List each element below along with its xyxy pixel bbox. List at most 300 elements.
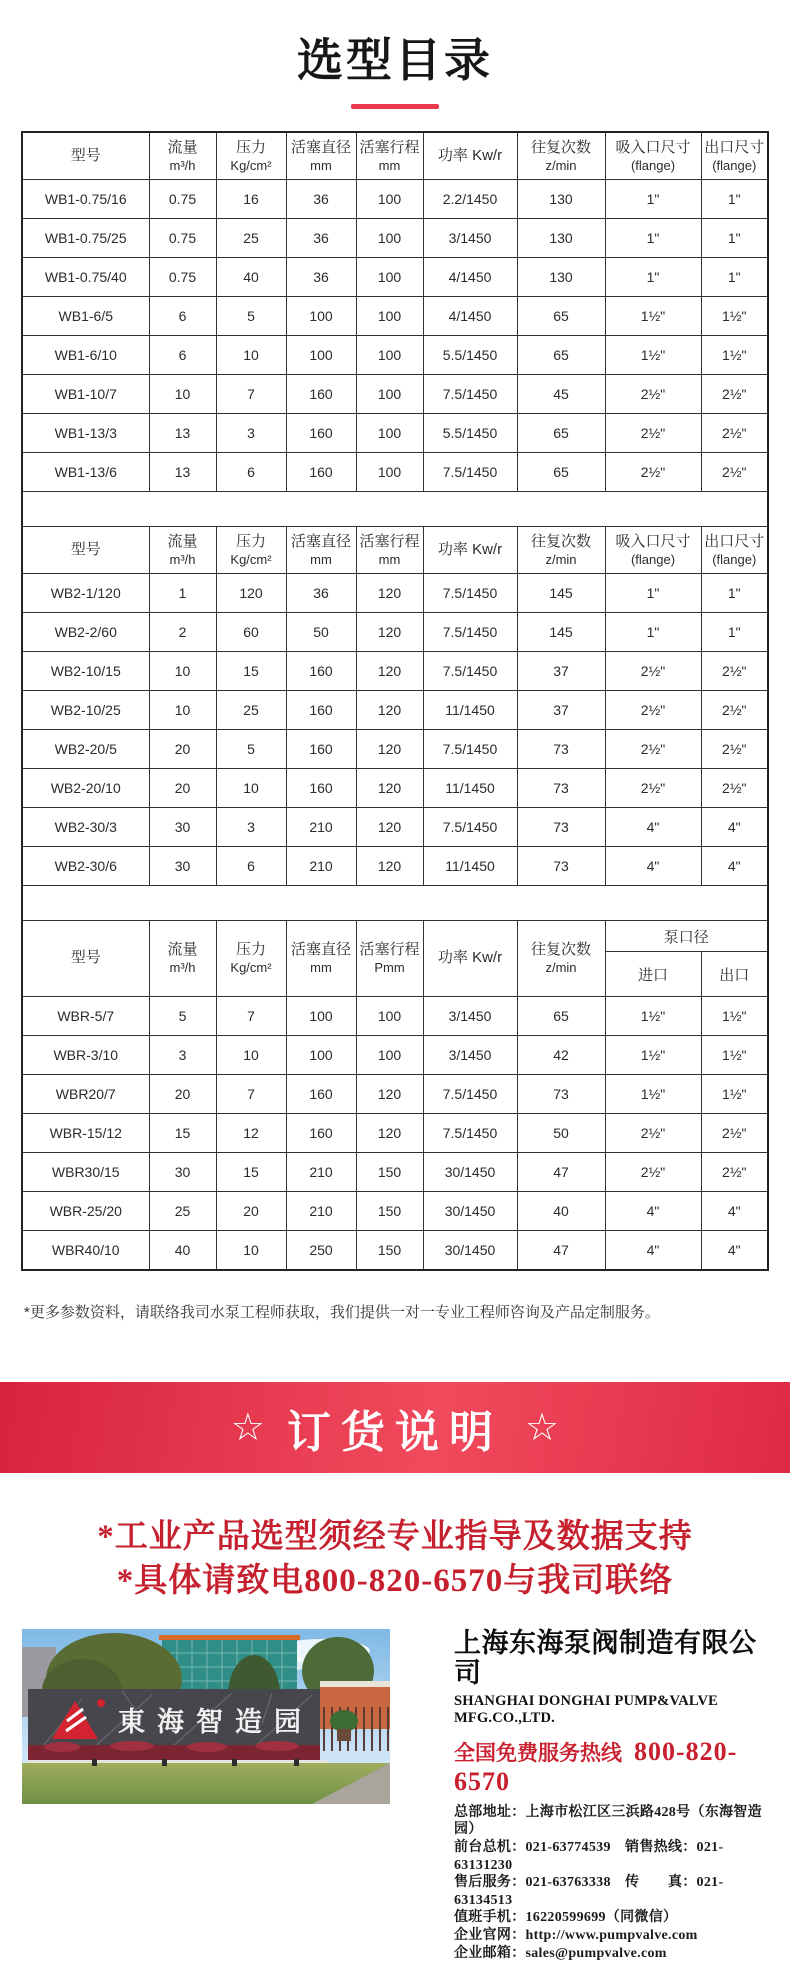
table-row	[22, 414, 768, 453]
column-header-inlet: 进口	[605, 952, 701, 997]
table-cell: 20	[149, 1075, 216, 1114]
table-cell: 5	[216, 730, 286, 769]
table-cell: WB2-20/10	[22, 769, 149, 808]
table-cell: 150	[356, 1231, 423, 1271]
table-cell: 120	[216, 574, 286, 613]
photo-curb	[28, 1760, 328, 1763]
table-cell: 150	[356, 1192, 423, 1231]
table-row	[22, 1231, 768, 1271]
table-cell: WB2-30/6	[22, 847, 149, 886]
table-cell: 120	[356, 574, 423, 613]
table-cell: 160	[286, 1114, 356, 1153]
table-cell: WB1-0.75/16	[22, 180, 149, 219]
table-cell: WB2-2/60	[22, 613, 149, 652]
table-cell: 1"	[605, 613, 701, 652]
table-cell: 160	[286, 691, 356, 730]
table-cell: 2½"	[605, 414, 701, 453]
table-cell: 1"	[701, 219, 768, 258]
table-cell: 30	[149, 1153, 216, 1192]
column-header: 活塞行程 mm	[356, 527, 423, 574]
table-cell: 4"	[605, 847, 701, 886]
column-header: 活塞直径 mm	[286, 132, 356, 180]
contact-line: 企业邮箱：sales@pumpvalve.com	[454, 1945, 667, 1961]
table-cell: 25	[216, 219, 286, 258]
table-cell: 20	[149, 730, 216, 769]
star-icon: ☆	[525, 1406, 560, 1449]
table-cell: 100	[356, 219, 423, 258]
table-cell: 3	[216, 808, 286, 847]
table-cell: 7.5/1450	[423, 730, 517, 769]
banner-title: 订货说明	[287, 1407, 503, 1457]
table-wb2-rows	[22, 574, 768, 886]
column-header: 流量 m³/h	[149, 527, 216, 574]
table-cell: 3/1450	[423, 1036, 517, 1075]
table-row	[22, 808, 768, 847]
column-header: 往复次数 z/min	[517, 527, 605, 574]
column-header: 功率 Kw/r	[423, 921, 517, 997]
table-row	[22, 1192, 768, 1231]
table-cell: 2½"	[701, 1153, 768, 1192]
table-cell: 10	[149, 652, 216, 691]
table-cell: 100	[356, 414, 423, 453]
table-cell: 250	[286, 1231, 356, 1271]
table-row	[22, 1114, 768, 1153]
table-cell: 65	[517, 997, 605, 1036]
table-cell: 10	[216, 1036, 286, 1075]
table-cell: 130	[517, 180, 605, 219]
table-cell: 4"	[605, 1192, 701, 1231]
table-cell: 11/1450	[423, 769, 517, 808]
table-cell: 73	[517, 808, 605, 847]
table-cell: WBR20/7	[22, 1075, 149, 1114]
table-cell: 2½"	[701, 1114, 768, 1153]
table-cell: 7.5/1450	[423, 652, 517, 691]
table-cell: 4"	[701, 808, 768, 847]
table-cell: 2½"	[605, 652, 701, 691]
service-hotline	[454, 1737, 768, 1797]
table-cell: 100	[356, 258, 423, 297]
table-cell: 100	[356, 180, 423, 219]
table-cell: WB1-0.75/40	[22, 258, 149, 297]
company-logo-dot	[97, 1699, 105, 1707]
table-cell: 130	[517, 258, 605, 297]
table-row	[22, 258, 768, 297]
column-header: 压力 Kg/cm²	[216, 132, 286, 180]
table-cell: 2½"	[701, 453, 768, 492]
table-cell: 73	[517, 730, 605, 769]
company-name-cn: 上海东海泵阀制造有限公司	[454, 1628, 757, 1689]
footer	[22, 1629, 768, 1962]
campus-photo	[22, 1629, 390, 1804]
table-cell: 4"	[701, 847, 768, 886]
table-row	[22, 730, 768, 769]
contact-line: 前台总机：021-63774539 销售热线：021-63131230	[454, 1840, 724, 1873]
table-cell: 100	[286, 336, 356, 375]
table-cell: 36	[286, 574, 356, 613]
table-row	[22, 297, 768, 336]
table-cell: 4"	[701, 1231, 768, 1271]
photo-roof-trim	[320, 1681, 390, 1687]
table-cell: 6	[216, 847, 286, 886]
table-row	[22, 336, 768, 375]
table-row	[22, 769, 768, 808]
table-row	[22, 574, 768, 613]
table-cell: 40	[149, 1231, 216, 1271]
table-cell: 210	[286, 1153, 356, 1192]
column-header: 活塞直径 mm	[286, 921, 356, 997]
table-cell: 100	[356, 297, 423, 336]
table-cell: 3/1450	[423, 997, 517, 1036]
table-wb2-header	[22, 527, 768, 574]
table-cell: 2½"	[701, 769, 768, 808]
table-cell: 160	[286, 453, 356, 492]
table-cell: 4"	[701, 1192, 768, 1231]
column-header: 压力 Kg/cm²	[216, 921, 286, 997]
table-cell: 47	[517, 1231, 605, 1271]
table-row	[22, 691, 768, 730]
contact-line: 售后服务：021-63763338 传 真：021-63134513	[454, 1875, 724, 1908]
column-header: 活塞直径 mm	[286, 527, 356, 574]
table-cell: 100	[286, 1036, 356, 1075]
header-row	[22, 527, 768, 574]
table-cell: 40	[517, 1192, 605, 1231]
table-cell: 7	[216, 997, 286, 1036]
spacer-cell	[22, 492, 768, 527]
notice-line: *具体请致电800-820-6570与我司联络	[116, 1563, 674, 1600]
table-cell: 65	[517, 297, 605, 336]
table-row	[22, 997, 768, 1036]
table-cell: 65	[517, 336, 605, 375]
table-cell: 5.5/1450	[423, 414, 517, 453]
table-cell: 2½"	[605, 730, 701, 769]
table-cell: 100	[356, 336, 423, 375]
table-cell: 10	[216, 1231, 286, 1271]
table-cell: 210	[286, 808, 356, 847]
table-cell: 100	[286, 297, 356, 336]
table-cell: 11/1450	[423, 847, 517, 886]
company-info	[454, 1629, 768, 1962]
table-cell: 1½"	[605, 997, 701, 1036]
column-header: 型号	[22, 132, 149, 180]
table-cell: 4"	[605, 1231, 701, 1271]
table-cell: 150	[356, 1153, 423, 1192]
contact-line: 总部地址：上海市松江区三浜路428号（东海智造园）	[454, 1804, 762, 1838]
table-cell: 4/1450	[423, 297, 517, 336]
table-cell: 36	[286, 180, 356, 219]
table-cell: 73	[517, 769, 605, 808]
table-cell: 1½"	[701, 297, 768, 336]
table-cell: 30/1450	[423, 1192, 517, 1231]
table-footnote: *更多参数资料，请联络我司水泵工程师获取，我们提供一对一专业工程师咨询及产品定制服务。	[24, 1304, 660, 1321]
table-cell: 0.75	[149, 180, 216, 219]
photo-roof-trim	[159, 1635, 300, 1640]
photo-plant-pot	[337, 1729, 351, 1741]
table-cell: 7.5/1450	[423, 1114, 517, 1153]
table-cell: 1"	[701, 613, 768, 652]
table-cell: 210	[286, 847, 356, 886]
table-cell: 7.5/1450	[423, 1075, 517, 1114]
table-cell: 25	[216, 691, 286, 730]
table-cell: 16	[216, 180, 286, 219]
table-cell: 1"	[605, 258, 701, 297]
table-cell: WB2-30/3	[22, 808, 149, 847]
table-wbr-header	[22, 921, 768, 997]
column-header: 吸入口尺寸 (flange)	[605, 132, 701, 180]
column-header: 型号	[22, 527, 149, 574]
column-header: 流量 m³/h	[149, 132, 216, 180]
table-cell: 100	[356, 375, 423, 414]
table-cell: 36	[286, 258, 356, 297]
table-cell: WB2-10/15	[22, 652, 149, 691]
table-cell: 210	[286, 1192, 356, 1231]
table-cell: 160	[286, 375, 356, 414]
column-header: 活塞行程 Pmm	[356, 921, 423, 997]
title-underline	[351, 104, 439, 109]
table-cell: 7.5/1450	[423, 375, 517, 414]
table-cell: 100	[356, 997, 423, 1036]
table-cell: 25	[149, 1192, 216, 1231]
header-row	[22, 132, 768, 180]
table-cell: 4"	[605, 808, 701, 847]
table-cell: 5	[149, 997, 216, 1036]
table-row	[22, 1075, 768, 1114]
column-header: 吸入口尺寸 (flange)	[605, 527, 701, 574]
table-cell: WBR30/15	[22, 1153, 149, 1192]
table-cell: 20	[149, 769, 216, 808]
table-cell: 45	[517, 375, 605, 414]
table-cell: 100	[356, 453, 423, 492]
table-cell: 60	[216, 613, 286, 652]
table-cell: WBR-15/12	[22, 1114, 149, 1153]
table-cell: WB1-13/6	[22, 453, 149, 492]
table-row	[22, 453, 768, 492]
table-cell: 120	[356, 1114, 423, 1153]
table-cell: 1½"	[605, 297, 701, 336]
table-cell: 120	[356, 652, 423, 691]
table-row	[22, 613, 768, 652]
table-cell: 2½"	[605, 1153, 701, 1192]
table-wb1-rows	[22, 180, 768, 492]
column-header: 往复次数 z/min	[517, 132, 605, 180]
column-header: 功率 Kw/r	[423, 527, 517, 574]
table-row	[22, 847, 768, 886]
table-cell: 2½"	[701, 691, 768, 730]
table-spacer	[22, 492, 768, 527]
table-cell: 10	[216, 336, 286, 375]
table-cell: 120	[356, 769, 423, 808]
table-cell: 3/1450	[423, 219, 517, 258]
table-cell: 130	[517, 219, 605, 258]
table-cell: 6	[149, 336, 216, 375]
table-cell: 13	[149, 453, 216, 492]
header-row	[22, 921, 768, 952]
table-cell: 2½"	[701, 414, 768, 453]
table-cell: 2½"	[701, 652, 768, 691]
table-cell: 160	[286, 1075, 356, 1114]
table-cell: 15	[216, 652, 286, 691]
page-header	[0, 0, 790, 109]
table-cell: 160	[286, 730, 356, 769]
table-cell: 1"	[605, 219, 701, 258]
table-cell: 1"	[701, 574, 768, 613]
table-cell: 2½"	[605, 769, 701, 808]
table-cell: 1½"	[701, 997, 768, 1036]
table-cell: 2½"	[605, 375, 701, 414]
table-cell: WB2-10/25	[22, 691, 149, 730]
table-cell: 2½"	[605, 691, 701, 730]
table-cell: 15	[149, 1114, 216, 1153]
table-cell: 1"	[701, 258, 768, 297]
table-cell: 1½"	[605, 1036, 701, 1075]
table-cell: 1"	[701, 180, 768, 219]
table-cell: WB2-20/5	[22, 730, 149, 769]
column-header-outlet: 出口	[701, 952, 768, 997]
table-cell: 2	[149, 613, 216, 652]
table-cell: 50	[286, 613, 356, 652]
table-cell: 37	[517, 652, 605, 691]
table-cell: 30	[149, 847, 216, 886]
table-cell: 1½"	[701, 336, 768, 375]
table-wbr-rows	[22, 997, 768, 1271]
column-header: 功率 Kw/r	[423, 132, 517, 180]
table-cell: 120	[356, 1075, 423, 1114]
table-row	[22, 180, 768, 219]
table-cell: 120	[356, 730, 423, 769]
table-cell: 6	[149, 297, 216, 336]
table-cell: 2½"	[701, 730, 768, 769]
table-cell: WBR-5/7	[22, 997, 149, 1036]
table-row	[22, 1153, 768, 1192]
table-cell: 120	[356, 808, 423, 847]
company-name-en: SHANGHAI DONGHAI PUMP&VALVE MFG.CO.,LTD.	[454, 1692, 719, 1726]
table-cell: 12	[216, 1114, 286, 1153]
table-cell: 100	[286, 997, 356, 1036]
table-cell: 160	[286, 414, 356, 453]
table-cell: 65	[517, 453, 605, 492]
table-cell: 2½"	[605, 1114, 701, 1153]
table-cell: 15	[216, 1153, 286, 1192]
table-cell: 1"	[605, 574, 701, 613]
table-cell: 6	[216, 453, 286, 492]
column-header: 往复次数 z/min	[517, 921, 605, 997]
table-cell: 1½"	[605, 336, 701, 375]
table-cell: 30/1450	[423, 1153, 517, 1192]
column-header: 型号	[22, 921, 149, 997]
table-cell: WBR40/10	[22, 1231, 149, 1271]
notice-line: *工业产品选型须经专业指导及数据支持	[97, 1519, 693, 1555]
table-row	[22, 1036, 768, 1075]
table-cell: 1	[149, 574, 216, 613]
table-cell: 30/1450	[423, 1231, 517, 1271]
table-cell: 145	[517, 613, 605, 652]
table-cell: 7	[216, 375, 286, 414]
pump-spec-table	[21, 131, 769, 1271]
table-cell: WB1-13/3	[22, 414, 149, 453]
table-cell: 2½"	[605, 453, 701, 492]
table-cell: 50	[517, 1114, 605, 1153]
table-cell: 73	[517, 847, 605, 886]
table-cell: 3	[216, 414, 286, 453]
order-notices	[0, 1515, 790, 1603]
table-cell: 160	[286, 769, 356, 808]
order-notes-banner	[0, 1382, 790, 1473]
hotline-number: 800-820-6570	[454, 1736, 738, 1796]
table-cell: 30	[149, 808, 216, 847]
table-cell: 5.5/1450	[423, 336, 517, 375]
table-cell: 7.5/1450	[423, 574, 517, 613]
table-cell: 13	[149, 414, 216, 453]
table-cell: WB1-6/5	[22, 297, 149, 336]
column-header: 活塞行程 mm	[356, 132, 423, 180]
table-row	[22, 652, 768, 691]
table-cell: 37	[517, 691, 605, 730]
table-cell: WB1-0.75/25	[22, 219, 149, 258]
contact-list	[454, 1804, 768, 1962]
table-cell: 36	[286, 219, 356, 258]
spacer-cell	[22, 886, 768, 921]
table-cell: WB2-1/120	[22, 574, 149, 613]
table-cell: 7.5/1450	[423, 453, 517, 492]
table-cell: 65	[517, 414, 605, 453]
table-cell: WB1-6/10	[22, 336, 149, 375]
photo-plant	[330, 1710, 358, 1732]
table-cell: 1½"	[701, 1075, 768, 1114]
table-cell: WB1-10/7	[22, 375, 149, 414]
table-cell: 5	[216, 297, 286, 336]
table-cell: 7.5/1450	[423, 613, 517, 652]
table-cell: 10	[149, 375, 216, 414]
table-cell: WBR-25/20	[22, 1192, 149, 1231]
table-cell: 7	[216, 1075, 286, 1114]
column-header: 出口尺寸 (flange)	[701, 527, 768, 574]
table-cell: 20	[216, 1192, 286, 1231]
table-cell: 120	[356, 847, 423, 886]
table-cell: 73	[517, 1075, 605, 1114]
table-cell: 11/1450	[423, 691, 517, 730]
table-cell: 145	[517, 574, 605, 613]
table-cell: 7.5/1450	[423, 808, 517, 847]
table-cell: 0.75	[149, 258, 216, 297]
table-cell: 160	[286, 652, 356, 691]
table-wb1-header	[22, 132, 768, 180]
table-cell: 1"	[605, 180, 701, 219]
table-cell: 120	[356, 613, 423, 652]
table-cell: 40	[216, 258, 286, 297]
table-cell: 10	[216, 769, 286, 808]
table-cell: 2½"	[701, 375, 768, 414]
contact-line: 企业官网：http://www.pumpvalve.com	[454, 1927, 698, 1943]
table-cell: 2.2/1450	[423, 180, 517, 219]
table-cell: 1½"	[605, 1075, 701, 1114]
table-cell: WBR-3/10	[22, 1036, 149, 1075]
photo-sign-text: 東海智造园	[118, 1707, 313, 1738]
table-cell: 1½"	[701, 1036, 768, 1075]
spacer-row	[22, 492, 768, 527]
table-cell: 47	[517, 1153, 605, 1192]
table-spacer	[22, 886, 768, 921]
table-cell: 10	[149, 691, 216, 730]
star-icon: ☆	[230, 1406, 265, 1449]
column-header: 压力 Kg/cm²	[216, 527, 286, 574]
table-cell: 120	[356, 691, 423, 730]
spacer-row	[22, 886, 768, 921]
table-cell: 0.75	[149, 219, 216, 258]
contact-line: 值班手机：16220599699（同微信）	[454, 1910, 678, 1926]
column-header-port-group: 泵口径	[605, 921, 768, 952]
table-cell: 3	[149, 1036, 216, 1075]
table-cell: 42	[517, 1036, 605, 1075]
table-row	[22, 375, 768, 414]
